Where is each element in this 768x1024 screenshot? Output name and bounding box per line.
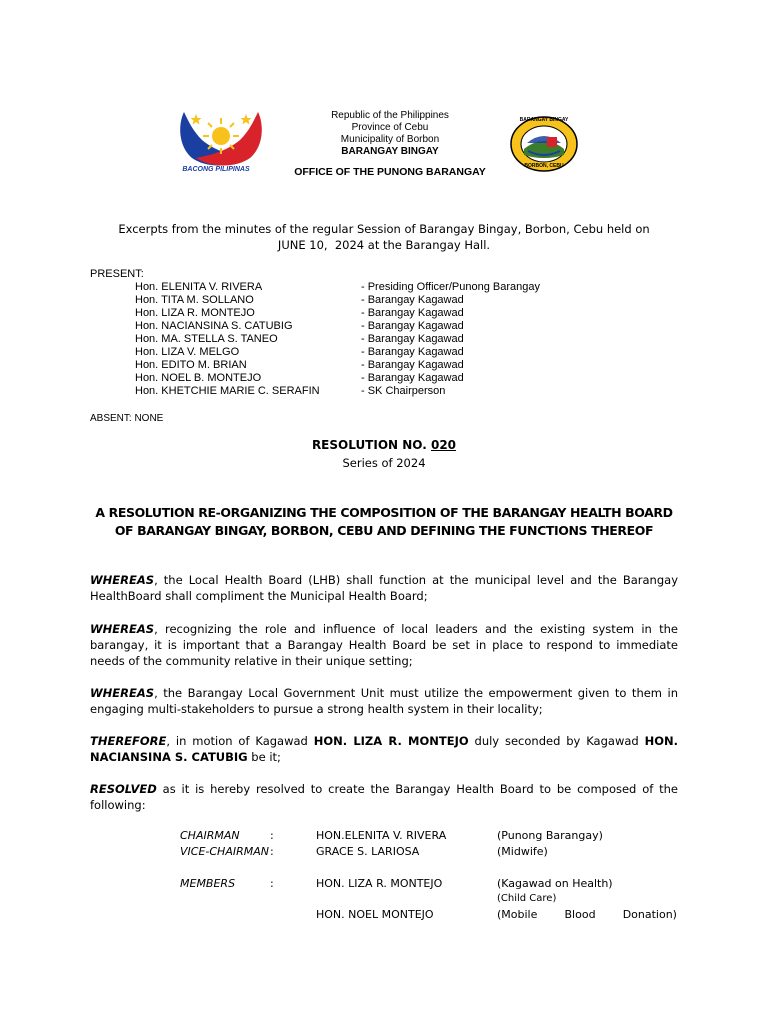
whereas-keyword: WHEREAS [90,573,155,587]
list-item [135,307,575,320]
board-member-name: HON. NOEL MONTEJO [316,908,434,921]
member-name: Hon. KHETCHIE MARIE C. SERAFIN [135,385,320,397]
member-position: - Barangay Kagawad [361,346,464,358]
member-position: - Barangay Kagawad [361,359,464,371]
letterhead-province: Province of Cebu [351,122,429,133]
board-member-designation: (Kagawad on Health) [497,877,613,890]
barangay-seal-bottom-text: BORBON, CEBU [524,163,564,169]
member-name: Hon. LIZA V. MELGO [135,346,240,358]
barangay-seal-logo [509,115,579,173]
board-row-spacer [180,861,680,877]
list-item [135,372,575,385]
seconder-name: HON. NACIANSINA S. CATUBIG [90,734,678,764]
member-name: Hon. NACIANSINA S. CATUBIG [135,320,293,332]
minutes-excerpt-line1: Excerpts from the minutes of the regular Session of Barangay Bingay, Borbon, Cebu held on [118,222,650,236]
whereas-paragraph-3 [90,685,678,717]
member-position: - Barangay Kagawad [361,320,464,332]
paragraph-text: , in motion of Kagawad [166,734,314,748]
member-name: Hon. TITA M. SOLLANO [135,294,254,306]
paragraph-text: as it is hereby resolved to create the Barangay Health Board to be composed of the following: [90,782,682,812]
minutes-excerpt [90,221,678,253]
letterhead-republic: Republic of the Philippines [331,110,449,121]
member-name: Hon. MA. STELLA S. TANEO [135,333,278,345]
member-name: Hon. LIZA R. MONTEJO [135,307,255,319]
board-member-sub-designation: (Child Care) [497,893,557,904]
board-row-member-2 [180,908,680,924]
designation-word: (Mobile [497,908,538,921]
board-row-member-1-sub [180,893,680,908]
resolution-number [0,438,768,452]
list-item [135,385,575,398]
member-name: Hon. NOEL B. MONTEJO [135,372,262,384]
therefore-paragraph [90,733,678,765]
bagong-pilipinas-logo [176,104,266,178]
resolved-keyword: RESOLVED [90,782,157,796]
list-item [135,359,575,372]
board-member-designation: (Punong Barangay) [497,829,603,842]
member-position: - Presiding Officer/Punong Barangay [361,281,540,293]
board-member-name: HON.ELENITA V. RIVERA [316,829,447,842]
minutes-excerpt-line2: JUNE 10, 2024 at the Barangay Hall. [277,238,491,252]
board-colon: : [270,829,274,842]
member-position: - Barangay Kagawad [361,294,464,306]
list-item [135,294,575,307]
barangay-seal-top-text: BARANGAY BINGAY [519,117,569,123]
resolution-series: Series of 2024 [342,456,426,470]
board-role: MEMBERS [180,877,236,890]
board-member-name: GRACE S. LARIOSA [316,845,420,858]
mover-name: HON. LIZA R. MONTEJO [313,734,469,748]
member-position: - Barangay Kagawad [361,307,464,319]
whereas-paragraph-2 [90,621,678,669]
absent-line: ABSENT: NONE [90,413,164,424]
whereas-keyword: WHEREAS [90,622,155,636]
resolution-number-label: RESOLUTION NO. [311,438,431,452]
board-row-vice-chairman [180,845,680,861]
paragraph-text: duly seconded by Kagawad [468,734,645,748]
letterhead [270,110,510,178]
board-role: CHAIRMAN [180,829,240,842]
board-colon: : [270,877,274,890]
list-item [135,333,575,346]
present-label: PRESENT: [90,268,144,280]
board-row-chairman [180,829,680,845]
resolution-title-line2: OF BARANGAY BINGAY, BORBON, CEBU AND DEFINING THE FUNCTIONS THEREOF [114,523,654,538]
paragraph-text: be it; [247,750,281,764]
board-row-member-1 [180,877,680,893]
resolution-number-value: 020 [430,438,457,452]
designation-word: Donation) [622,908,677,921]
letterhead-municipality: Municipality of Borbon [340,134,440,145]
board-colon: : [270,845,274,858]
board-member-designation: (Midwife) [497,845,548,858]
resolved-paragraph [90,781,682,813]
list-item [135,281,575,294]
resolution-title [90,504,678,540]
board-role: VICE-CHAIRMAN [180,845,269,858]
resolution-title-line1: A RESOLUTION RE-ORGANIZING THE COMPOSITION OF THE BARANGAY HEALTH BOARD [95,505,673,520]
paragraph-text: , the Local Health Board (LHB) shall function at the municipal level and the Barangay HealthBoard shall compliment the Municipal Health Board; [90,573,678,603]
bagong-pilipinas-logo-text: BACONG PILIPINAS [182,166,250,173]
member-position: - Barangay Kagawad [361,372,464,384]
member-position: - Barangay Kagawad [361,333,464,345]
letterhead-barangay: BARANGAY BINGAY [341,146,439,157]
paragraph-text: , the Barangay Local Government Unit must utilize the empowerment given to them in engaging multi-stakeholders to pursue a strong health system in their locality; [90,686,678,716]
board-member-name: HON. LIZA R. MONTEJO [316,877,443,890]
paragraph-text: , recognizing the role and influence of local leaders and the existing system in the barangay, it is important that a Barangay Health Board be set in place to respond to immediate needs of the community relative in their unique setting; [90,622,678,668]
member-name: Hon. ELENITA V. RIVERA [135,281,263,293]
whereas-keyword: WHEREAS [90,686,155,700]
health-board-composition [180,829,680,924]
letterhead-office: OFFICE OF THE PUNONG BARANGAY [294,166,486,178]
therefore-keyword: THEREFORE [90,734,167,748]
list-item [135,320,575,333]
member-position: - SK Chairperson [361,385,446,397]
board-member-designation [497,908,677,921]
attendance-list [135,281,575,398]
designation-word: Blood [564,908,596,921]
whereas-paragraph-1 [90,572,678,604]
list-item [135,346,575,359]
member-name: Hon. EDITO M. BRIAN [135,359,247,371]
